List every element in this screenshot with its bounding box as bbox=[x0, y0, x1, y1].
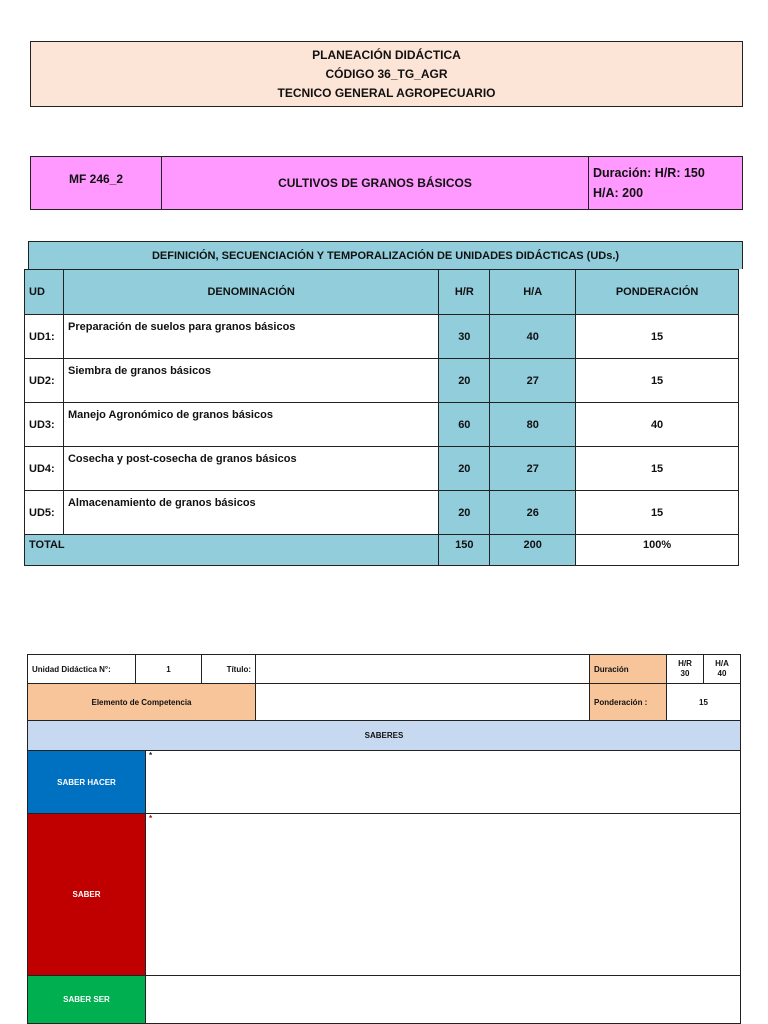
cell-denominacion: Siembra de granos básicos bbox=[63, 359, 438, 403]
cell-ha: 27 bbox=[490, 447, 576, 491]
cell-ha: 26 bbox=[490, 491, 576, 535]
cell-hr: 20 bbox=[439, 491, 490, 535]
hr-value: 30 bbox=[680, 669, 690, 678]
module-row bbox=[30, 156, 743, 210]
col-header-ha: H/A bbox=[490, 270, 576, 315]
cell-hr: 60 bbox=[439, 403, 490, 447]
cell-denominacion: Cosecha y post-cosecha de granos básicos bbox=[63, 447, 438, 491]
title-value bbox=[255, 654, 590, 684]
cell-ha: 27 bbox=[490, 359, 576, 403]
ha-label: H/A bbox=[715, 659, 729, 668]
module-name: CULTIVOS DE GRANOS BÁSICOS bbox=[162, 157, 589, 209]
total-hr: 150 bbox=[439, 535, 490, 566]
cell-denominacion: Almacenamiento de granos básicos bbox=[63, 491, 438, 535]
header-program: TECNICO GENERAL AGROPECUARIO bbox=[277, 85, 496, 100]
total-ponderacion: 100% bbox=[576, 535, 739, 566]
cell-denominacion: Preparación de suelos para granos básicos bbox=[63, 315, 438, 359]
saber-hacer-content bbox=[145, 750, 741, 814]
col-header-denominacion: DENOMINACIÓN bbox=[63, 270, 438, 315]
unit-number-label: Unidad Didáctica N°: bbox=[27, 654, 136, 684]
saber-ser-content bbox=[145, 975, 741, 1024]
table-row bbox=[25, 403, 739, 447]
saberes-header: SABERES bbox=[27, 720, 741, 751]
units-table-title: DEFINICIÓN, SECUENCIACIÓN Y TEMPORALIZACIÓN DE UNIDADES DIDÁCTICAS (UDs.) bbox=[28, 241, 743, 269]
col-header-ponderacion: PONDERACIÓN bbox=[576, 270, 739, 315]
header-title: PLANEACIÓN DIDÁCTICA bbox=[312, 47, 461, 62]
cell-ponderacion: 15 bbox=[576, 447, 739, 491]
ha-value: 40 bbox=[717, 669, 727, 678]
document-header bbox=[30, 41, 743, 107]
cell-hr: 20 bbox=[439, 447, 490, 491]
cell-ponderacion: 15 bbox=[576, 315, 739, 359]
total-row bbox=[25, 535, 739, 566]
unit-number-value: 1 bbox=[135, 654, 202, 684]
saber-ser-label: SABER SER bbox=[27, 975, 146, 1024]
cell-ha: 40 bbox=[490, 315, 576, 359]
saber-bullet: * bbox=[149, 814, 153, 823]
header-code: CÓDIGO 36_TG_AGR bbox=[325, 66, 448, 81]
cell-hr: 30 bbox=[439, 315, 490, 359]
saber-label: SABER bbox=[27, 813, 146, 976]
table-row bbox=[25, 315, 739, 359]
cell-ud: UD2: bbox=[25, 359, 64, 403]
table-row bbox=[25, 359, 739, 403]
cell-ud: UD4: bbox=[25, 447, 64, 491]
weight-value: 15 bbox=[666, 683, 741, 721]
ha-cell bbox=[703, 654, 741, 684]
saber-content bbox=[145, 813, 741, 976]
competence-label: Elemento de Competencia bbox=[27, 683, 256, 721]
cell-denominacion: Manejo Agronómico de granos básicos bbox=[63, 403, 438, 447]
module-duration bbox=[589, 157, 742, 209]
total-ha: 200 bbox=[490, 535, 576, 566]
table-row bbox=[25, 491, 739, 535]
module-duration-ha: H/A: 200 bbox=[593, 186, 644, 200]
cell-ponderacion: 40 bbox=[576, 403, 739, 447]
duration-label: Duración bbox=[589, 654, 667, 684]
module-duration-hr: Duración: H/R: 150 bbox=[593, 166, 705, 180]
weight-label: Ponderación : bbox=[589, 683, 667, 721]
module-code: MF 246_2 bbox=[31, 157, 162, 209]
hr-cell bbox=[666, 654, 704, 684]
cell-ud: UD1: bbox=[25, 315, 64, 359]
cell-ud: UD3: bbox=[25, 403, 64, 447]
units-table-header bbox=[25, 270, 739, 315]
total-label: TOTAL bbox=[25, 535, 439, 566]
cell-ud: UD5: bbox=[25, 491, 64, 535]
hr-label: H/R bbox=[678, 659, 692, 668]
cell-ponderacion: 15 bbox=[576, 359, 739, 403]
cell-ponderacion: 15 bbox=[576, 491, 739, 535]
cell-hr: 20 bbox=[439, 359, 490, 403]
saber-hacer-bullet: * bbox=[149, 751, 153, 760]
col-header-hr: H/R bbox=[439, 270, 490, 315]
col-header-ud: UD bbox=[25, 270, 64, 315]
saber-hacer-label: SABER HACER bbox=[27, 750, 146, 814]
cell-ha: 80 bbox=[490, 403, 576, 447]
table-row bbox=[25, 447, 739, 491]
title-label: Título: bbox=[201, 654, 256, 684]
competence-value bbox=[255, 683, 590, 721]
units-table bbox=[24, 269, 739, 566]
